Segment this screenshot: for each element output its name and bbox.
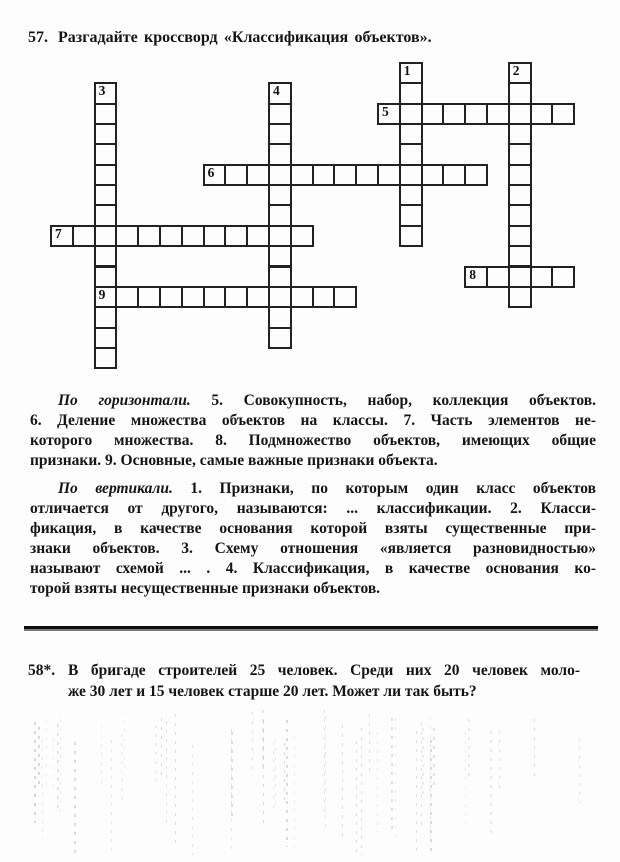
crossword-cell[interactable] [268, 123, 292, 145]
crossword-cell[interactable] [486, 103, 510, 125]
bleedthrough-dash-column [262, 710, 264, 769]
bleedthrough-dash-column [395, 718, 396, 838]
bleedthrough-dash-column [121, 734, 123, 800]
bleedthrough-dash-column [46, 719, 47, 789]
crossword-cell[interactable] [399, 204, 423, 226]
bleedthrough-dash-column [534, 719, 535, 779]
bleedthrough-dash-column [101, 726, 102, 787]
bleedthrough-dash-column [38, 727, 40, 784]
crossword-cell[interactable] [312, 286, 336, 308]
crossword-cell[interactable] [268, 82, 292, 104]
crossword-cell[interactable] [246, 164, 270, 186]
bleedthrough-dash-column [175, 714, 176, 845]
crossword-cell[interactable] [94, 266, 118, 288]
crossword-cell[interactable] [268, 103, 292, 125]
task-58-number: 58*. [28, 662, 56, 679]
page-bleedthrough-noise [0, 705, 620, 855]
crossword-cell[interactable] [530, 266, 554, 288]
crossword-cell[interactable] [355, 164, 379, 186]
crossword-cell[interactable] [94, 143, 118, 165]
crossword-cell[interactable] [224, 225, 248, 247]
bleedthrough-dash-column [342, 725, 343, 839]
bleedthrough-dash-column [284, 743, 285, 801]
bleedthrough-dash-column [499, 731, 500, 794]
crossword-cell[interactable] [94, 286, 118, 308]
text-line: называют схемой ... . 4. Классификация, в качестве основания ко- [30, 560, 597, 577]
crossword-cell[interactable] [551, 266, 575, 288]
crossword-cell[interactable] [224, 286, 248, 308]
crossword-cell[interactable] [551, 103, 575, 125]
crossword-cell[interactable] [508, 286, 532, 308]
task-58 [28, 660, 596, 702]
bleedthrough-dash-column [490, 731, 492, 839]
crossword-cell[interactable] [94, 82, 118, 104]
bleedthrough-dash-column [324, 710, 325, 814]
bleedthrough-dash-column [430, 740, 432, 855]
crossword-grid [0, 0, 620, 400]
bleedthrough-dash-column [433, 728, 435, 789]
crossword-cell[interactable] [421, 103, 445, 125]
crossword-cell[interactable] [94, 204, 118, 226]
crossword-cell[interactable] [399, 103, 423, 125]
crossword-cell[interactable] [159, 286, 183, 308]
crossword-cell[interactable] [442, 103, 466, 125]
crossword-cell[interactable] [290, 286, 314, 308]
bleedthrough-dash-column [231, 732, 233, 822]
crossword-cell[interactable] [399, 62, 423, 84]
bleedthrough-dash-column [579, 738, 580, 803]
crossword-clue-number: 6 [207, 164, 215, 180]
crossword-cell[interactable] [508, 62, 532, 84]
bleedthrough-dash-column [416, 731, 417, 855]
task-58-text [68, 660, 580, 702]
crossword-cell[interactable] [399, 225, 423, 247]
crossword-cell[interactable] [464, 266, 488, 288]
crossword-clue-number: 9 [98, 286, 106, 302]
crossword-cell[interactable] [333, 164, 357, 186]
crossword-cell[interactable] [508, 266, 532, 288]
crossword-cell[interactable] [115, 286, 139, 308]
crossword-cell[interactable] [94, 327, 118, 349]
text-line: По горизонтали. 5. Совокупность, набор, коллекция объектов. [58, 392, 596, 409]
crossword-cell[interactable] [508, 143, 532, 165]
crossword-cell[interactable] [268, 327, 292, 349]
crossword-cell[interactable] [137, 225, 161, 247]
crossword-cell[interactable] [508, 164, 532, 186]
crossword-cell[interactable] [159, 225, 183, 247]
crossword-cell[interactable] [94, 123, 118, 145]
text-line: знаки объектов. 3. Схему отношения «является разновидностью» [30, 540, 596, 557]
crossword-cell[interactable] [333, 286, 357, 308]
bleedthrough-dash-column [325, 716, 326, 834]
crossword-cell[interactable] [268, 204, 292, 226]
crossword-cell[interactable] [399, 82, 423, 104]
crossword-cell[interactable] [115, 225, 139, 247]
crossword-clue-number: 8 [469, 266, 476, 282]
crossword-cell[interactable] [181, 286, 205, 308]
crossword-cell[interactable] [530, 103, 554, 125]
bleedthrough-dash-column [60, 719, 61, 817]
crossword-cell[interactable] [181, 225, 205, 247]
bleedthrough-dash-column [361, 728, 362, 855]
text-line: торой взяты несущественные признаки объектов. [30, 580, 381, 597]
crossword-cell[interactable] [268, 306, 292, 328]
crossword-clue-number: 3 [98, 83, 106, 99]
crossword-cell[interactable] [94, 184, 118, 206]
bleedthrough-dash-column [166, 721, 167, 828]
crossword-cell[interactable] [508, 82, 532, 104]
crossword-clue-number: 5 [382, 103, 389, 119]
section-divider-rule [24, 626, 598, 631]
crossword-cell[interactable] [508, 225, 532, 247]
text-line: отличается от другого, называются: ... классификации. 2. Класси- [30, 500, 596, 517]
bleedthrough-dash-column [468, 719, 470, 779]
bleedthrough-dash-column [391, 718, 393, 833]
crossword-cell[interactable] [94, 347, 118, 369]
bleedthrough-dash-column [53, 739, 54, 795]
bleedthrough-dash-column [74, 742, 76, 855]
clues-down-paragraph [30, 479, 596, 599]
crossword-cell[interactable] [268, 184, 292, 206]
text-line: которого множества. 8. Подмножество объектов, имеющих общие [30, 432, 596, 449]
crossword-cell[interactable] [399, 123, 423, 145]
bleedthrough-dash-column [421, 723, 422, 831]
crossword-cell[interactable] [399, 164, 423, 186]
crossword-cell[interactable] [377, 103, 401, 125]
bleedthrough-dash-column [286, 720, 288, 847]
bleedthrough-dash-column [155, 725, 157, 786]
crossword-cell[interactable] [399, 143, 423, 165]
crossword-cell[interactable] [312, 164, 336, 186]
crossword-cell[interactable] [72, 225, 96, 247]
bleedthrough-dash-column [231, 729, 232, 855]
text-line: 6. Деление множества объектов на классы. 7. Часть элементов не- [30, 412, 596, 429]
crossword-cell[interactable] [94, 306, 118, 328]
crossword-cell[interactable] [508, 123, 532, 145]
crossword-cell[interactable] [268, 245, 292, 267]
bleedthrough-dash-column [263, 721, 264, 827]
clues-across-paragraph [30, 391, 596, 471]
bleedthrough-dash-column [422, 728, 424, 796]
bleedthrough-dash-column [275, 739, 276, 809]
crossword-cell[interactable] [246, 286, 270, 308]
crossword-cell[interactable] [268, 266, 292, 288]
crossword-cell[interactable] [464, 103, 488, 125]
text-line: фикация, в качестве основания которой взяты существенные при- [30, 520, 596, 537]
bleedthrough-dash-column [252, 712, 253, 773]
bleedthrough-dash-column [430, 717, 431, 838]
crossword-clue-number: 1 [403, 63, 411, 78]
bleedthrough-dash-column [377, 732, 378, 832]
crossword-clue-number: 2 [512, 63, 520, 78]
crossword-cell[interactable] [508, 245, 532, 267]
bleedthrough-dash-column [465, 732, 466, 828]
crossword-cell[interactable] [224, 164, 248, 186]
crossword-clue-number: 7 [55, 225, 62, 241]
crossword-cell[interactable] [203, 225, 227, 247]
crossword-clue-number: 4 [273, 83, 280, 99]
bleedthrough-dash-column [273, 742, 274, 809]
crossword-cell[interactable] [268, 164, 292, 186]
bleedthrough-dash-column [34, 722, 36, 823]
bleedthrough-dash-column [369, 714, 370, 777]
crossword-cell[interactable] [508, 184, 532, 206]
crossword-cell[interactable] [94, 245, 118, 267]
crossword-cell[interactable] [442, 164, 466, 186]
crossword-cell[interactable] [290, 225, 314, 247]
text-line: признаки. 9. Основные, самые важные признаки объекта. [30, 452, 438, 469]
bleedthrough-dash-column [192, 745, 193, 855]
text-line: По вертикали. 1. Признаки, по которым один класс объектов [58, 480, 596, 497]
crossword-cell[interactable] [486, 266, 510, 288]
crossword-cell[interactable] [290, 164, 314, 186]
bleedthrough-dash-column [111, 740, 112, 855]
crossword-cell[interactable] [94, 225, 118, 247]
crossword-cell[interactable] [137, 286, 161, 308]
crossword-cell[interactable] [50, 225, 74, 247]
crossword-cell[interactable] [268, 143, 292, 165]
task-57-number: 57. [28, 29, 48, 46]
bleedthrough-dash-column [356, 741, 357, 855]
bleedthrough-dash-column [124, 711, 125, 782]
crossword-cell[interactable] [94, 164, 118, 186]
text-line: же 30 лет и 15 человек старше 20 лет. Может ли так быть? [68, 683, 477, 700]
task-57-title-text: Разгадайте кроссворд «Классификация объектов». [58, 29, 432, 46]
text-line: В бригаде строителей 25 человек. Среди них 20 человек моло- [68, 662, 580, 679]
bleedthrough-dash-column [42, 739, 43, 842]
crossword-cell[interactable] [421, 164, 445, 186]
crossword-cell[interactable] [268, 286, 292, 308]
crossword-cell[interactable] [203, 164, 227, 186]
crossword-cell[interactable] [94, 103, 118, 125]
crossword-cell[interactable] [377, 164, 401, 186]
bleedthrough-dash-column [294, 737, 295, 847]
crossword-cell[interactable] [508, 204, 532, 226]
crossword-cell[interactable] [399, 184, 423, 206]
crossword-cell[interactable] [268, 225, 292, 247]
crossword-cell[interactable] [246, 225, 270, 247]
crossword-cell[interactable] [203, 286, 227, 308]
crossword-cell[interactable] [508, 103, 532, 125]
bleedthrough-dash-column [161, 718, 162, 781]
bleedthrough-dash-column [57, 724, 59, 813]
crossword-cell[interactable] [464, 164, 488, 186]
